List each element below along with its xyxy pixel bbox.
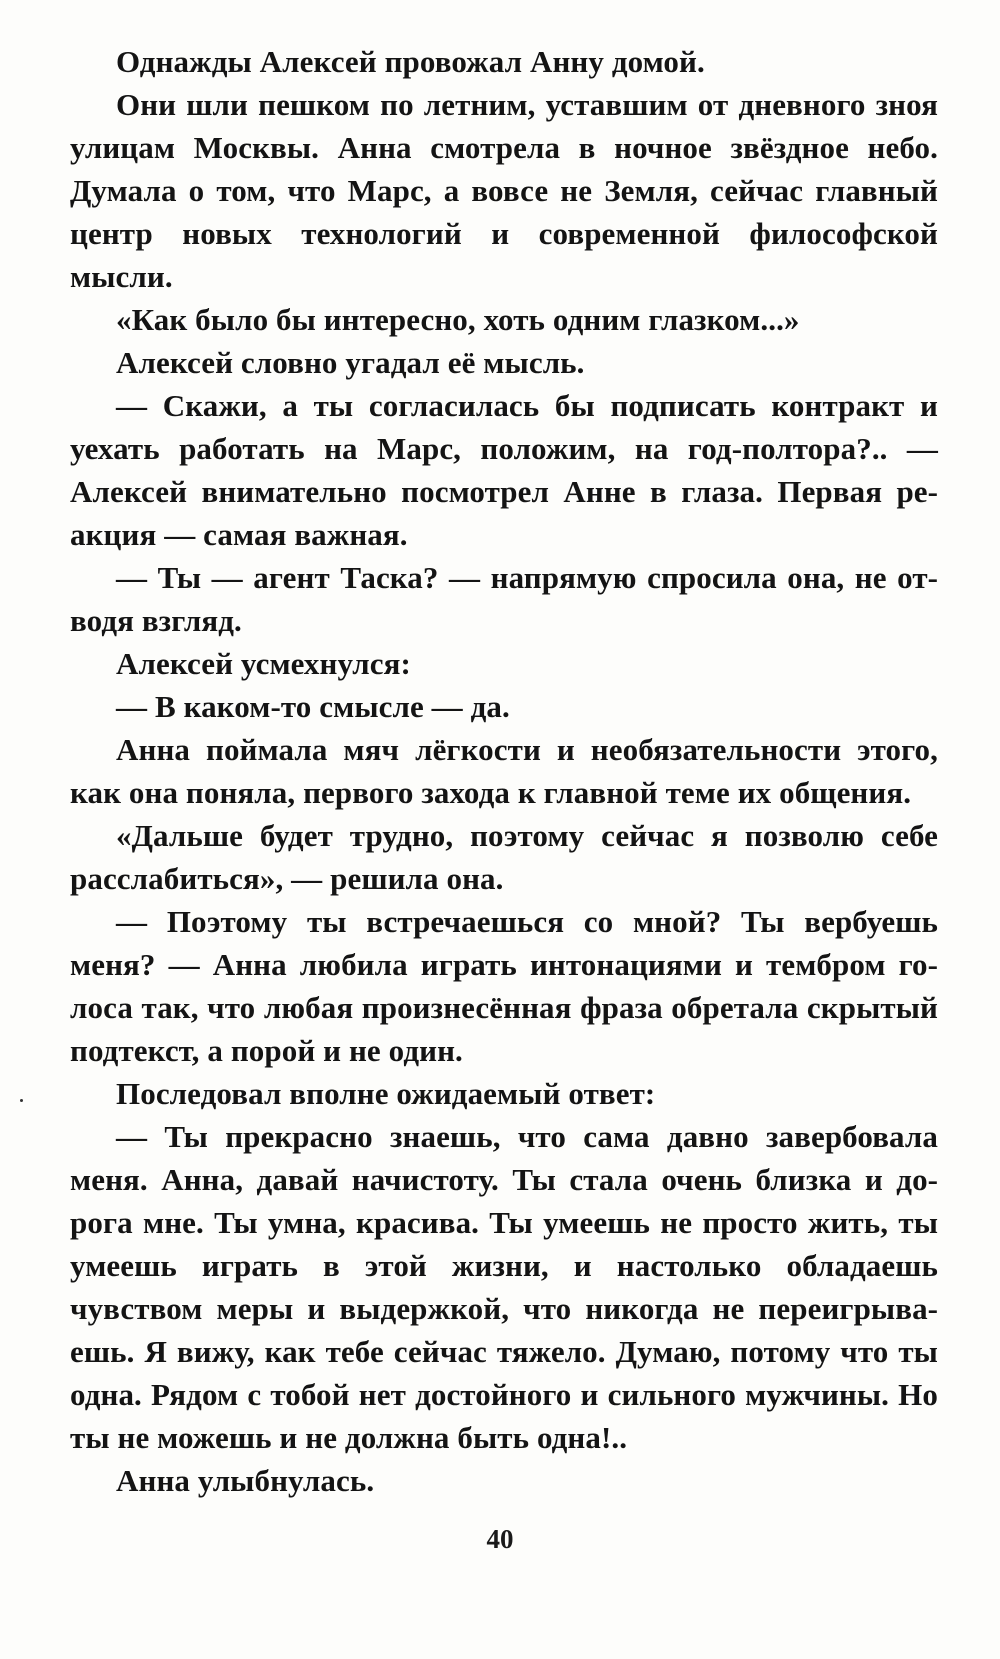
paragraph: Они шли пешком по летним, уставшим от дневного зноя улицам Москвы. Анна смотрела в ночное звёздное небо. Думала о том, что Марс, а вовсе не Земля, сейчас главный центр новых технологий и современной философской мысли. <box>70 87 938 294</box>
paragraph: Анна улыбнулась. <box>116 1463 375 1498</box>
paragraph: «Как было бы интересно, хоть одним глазком...» <box>116 302 800 337</box>
paragraph: — Ты прекрасно знаешь, что сама давно завербовала меня. Анна, давай начистоту. Ты стала очень близка и дорога мне. Ты умна, красива. Ты умеешь не просто жить, ты умеешь играть в этой жизни, и настолько обладаешь чувством меры и выдержкой, что никогда не переигрываешь. Я вижу, как тебе сейчас тяжело. Думаю, потому что ты одна. Рядом с тобой нет достойного и сильного мужчины. Но ты не можешь и не должна быть одна!.. <box>70 1119 938 1455</box>
paragraph: — Поэтому ты встречаешься со мной? Ты вербуешь меня? — Анна любила играть интонациями и тембром голоса так, что любая произнесённая фраза обретала скрытый подтекст, а порой и не один. <box>70 904 938 1068</box>
page-number: 40 <box>486 1524 514 1554</box>
paragraph: — В каком-то смысле — да. <box>116 689 510 724</box>
paragraph: Анна поймала мяч лёгкости и необязательности этого, как она поняла, первого захода к главной теме их общения. <box>70 732 938 810</box>
body-text <box>70 40 938 1502</box>
paragraph: Последовал вполне ожидаемый ответ: <box>116 1076 656 1111</box>
paragraph: Алексей словно угадал её мысль. <box>116 345 585 380</box>
paragraph: Алексей усмехнулся: <box>116 646 411 681</box>
scan-speck <box>20 1099 23 1102</box>
paragraph: Однажды Алексей провожал Анну домой. <box>116 44 705 79</box>
paragraph: — Скажи, а ты согласилась бы подписать контракт и уехать работать на Марс, положим, на год-полтора?.. — Алексей внимательно посмотрел Анне в глаза. Первая реакция — самая важная. <box>70 388 938 552</box>
paragraph: — Ты — агент Таска? — напрямую спросила она, не отводя взгляд. <box>70 560 938 638</box>
paragraph: «Дальше будет трудно, поэтому сейчас я позволю себе расслабиться», — решила она. <box>70 818 938 896</box>
